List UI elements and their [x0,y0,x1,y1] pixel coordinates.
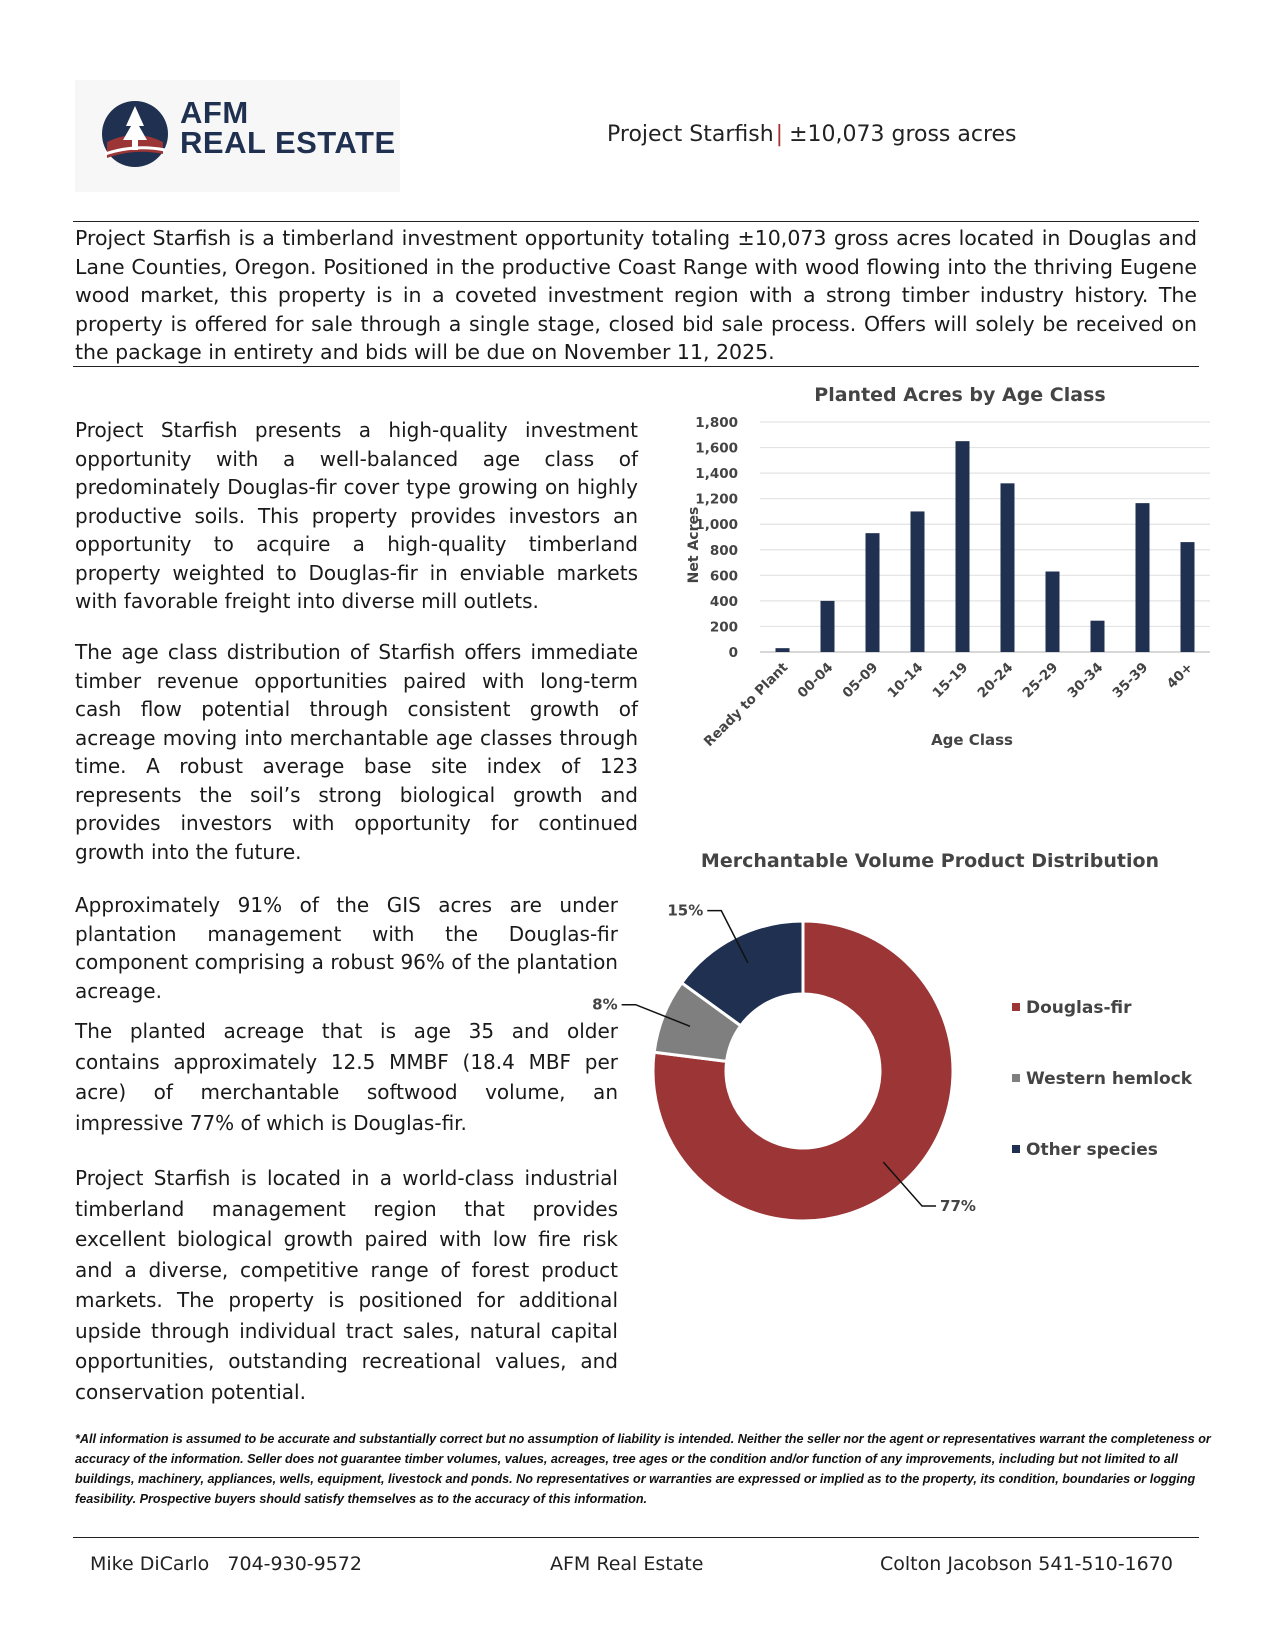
x-tick-label: 30-34 [1064,659,1107,702]
y-tick-label: 1,000 [695,517,738,534]
bar [1181,542,1195,652]
y-tick-label: 600 [709,568,738,585]
bar-chart-title: Planted Acres by Age Class [814,384,1106,406]
x-tick-label: 15-19 [929,659,972,702]
bar [1001,483,1015,652]
y-tick-label: 200 [709,619,738,636]
legend-swatch [1012,1074,1020,1082]
y-tick-label: 0 [728,645,738,661]
bar [956,441,970,652]
x-tick-label: 40+ [1163,659,1197,693]
legend-item [1012,998,1132,1018]
y-tick-label: 1,600 [695,440,738,457]
bar [1136,503,1150,652]
legend-label: Douglas-fir [1026,998,1132,1018]
x-tick-label: 35-39 [1109,659,1152,702]
paragraph-age-class: The age class distribution of Starfish offers immediate timber revenue opportunities paired with long-term cash flow potential through consistent growth of acreage moving into merchantable age classes through time. A robust average base site index of 123 represents the soil’s strong biological growth and provides investors with opportunity for continued growth into the future. [75,640,638,864]
x-tick-label: Ready to Plant [700,659,792,750]
footer-left-name: Mike DiCarlo [90,1553,210,1575]
x-tick-label: 20-24 [974,659,1017,702]
donut-legend [1012,998,1193,1160]
logo-line-1: AFM [180,95,249,130]
donut-slices [653,921,953,1221]
logo-text [180,95,396,160]
gross-acres: ±10,073 gross acres [789,122,1017,147]
legend-label: Western hemlock [1026,1069,1193,1089]
paragraph-investment: Project Starfish presents a high-quality investment opportunity with a well-balanced age class of predominately Douglas-fir cover type growing on highly productive soils. This property provides investors an opportunity to acquire a high-quality timberland property weighted to Douglas-fir in enviable markets with favorable freight into diverse mill outlets. [75,418,638,613]
intro-top-rule [73,221,1199,222]
donut-value-label: 77% [940,1197,976,1216]
bar-chart-ylabel: Net Acres [686,506,702,584]
logo-line-2: REAL ESTATE [180,125,396,160]
logo-mark-icon [99,98,171,170]
x-tick-label: 00-04 [794,659,837,702]
footer-left-contact [90,1553,362,1575]
bar-chart [680,410,1240,790]
paragraph-volume: The planted acreage that is age 35 and older contains approximately 12.5 MMBF (18.4 MBF per acre) of merchantable softwood volume, an impressive 77% of which is Douglas-fir. [75,1019,618,1135]
legend-item [1012,1069,1193,1089]
page-title [607,122,1017,147]
intro-bottom-rule [73,366,1199,367]
footer-company: AFM Real Estate [550,1553,704,1575]
donut-chart [592,900,1230,1280]
bar-chart-xlabel: Age Class [931,731,1013,749]
x-tick-label: 10-14 [884,659,927,702]
legend-item [1012,1140,1158,1160]
legend-label: Other species [1026,1140,1158,1160]
bar [776,648,790,652]
donut-value-label: 8% [592,995,618,1014]
disclaimer-text: *All information is assumed to be accurate and substantially correct but no assumption of liability is intended. Neither the seller nor the agent or representatives warrant the completeness or accuracy of the information. Seller does not guarantee timber volumes, values, acreages, tree ages or the condition and/or function of any improvements, including but not limited to all buildings, machinery, appliances, wells, equipment, livestock and ponds. No representatives or warranties are expressed or implied as to the property, its condition, boundaries or logging feasibility. Prospective buyers should satisfy themselves as to the accuracy of this information. [75,1432,1211,1506]
paragraph-location: Project Starfish is located in a world-class industrial timberland management region that provides excellent biological growth paired with low fire risk and a diverse, competitive range of forest product markets. The property is positioned for additional upside through individual tract sales, natural capital opportunities, outstanding recreational values, and conservation potential. [75,1166,618,1404]
legend-swatch [1012,1003,1020,1011]
company-logo [75,80,400,192]
donut-value-label: 15% [667,901,704,920]
project-name: Project Starfish [607,122,774,147]
intro-paragraph: Project Starfish is a timberland investment opportunity totaling ±10,073 gross acres located in Douglas and Lane Counties, Oregon. Positioned in the productive Coast Range with wood flowing into the thriving Eugene wood market, this property is in a coveted investment region with a strong timber industry history. The property is offered for sale through a single stage, closed bid sale process. Offers will solely be received on the package in entirety and bids will be due on November 11, 2025. [75,226,1197,364]
donut-chart-title: Merchantable Volume Product Distribution [700,850,1160,872]
title-separator: | [775,122,784,147]
y-tick-label: 800 [709,542,738,559]
footer-left-phone: 704-930-9572 [227,1553,362,1575]
legend-swatch [1012,1145,1020,1153]
footer-right-contact: Colton Jacobson 541-510-1670 [880,1553,1173,1575]
bar [1046,572,1060,653]
footer-rule [73,1537,1199,1538]
paragraph-plantation: Approximately 91% of the GIS acres are under plantation management with the Douglas-fir component comprising a robust 96% of the plantation acreage. [75,893,618,1003]
bar [821,601,835,652]
x-tick-label: 05-09 [839,659,882,702]
y-tick-label: 1,200 [695,491,738,508]
y-tick-label: 1,800 [695,415,738,431]
y-tick-label: 1,400 [695,466,738,483]
y-tick-label: 400 [709,593,738,610]
x-tick-label: 25-29 [1019,659,1062,702]
bar [866,533,880,652]
bar [1091,621,1105,652]
bar [911,511,925,652]
